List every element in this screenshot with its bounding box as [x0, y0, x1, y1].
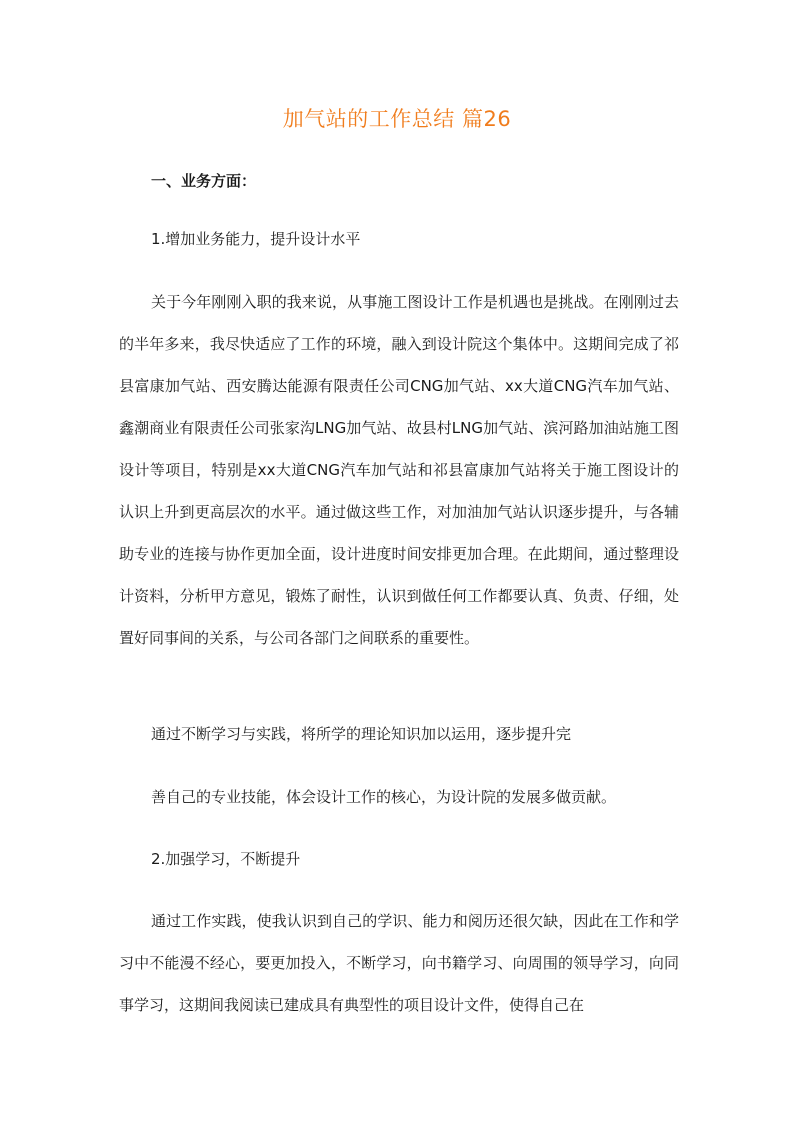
paragraph-4: 通过工作实践，使我认识到自己的学识、能力和阅历还很欠缺，因此在工作和学习中不能漫不经心，要更加投入，不断学习，向书籍学习、向周围的领导学习，向同事学习，这期间我阅读已建成具有典型性的项目设计文件，使得自己在	[119, 912, 679, 1014]
document-title: 加气站的工作总结 篇26	[282, 107, 512, 131]
paragraph-2: 通过不断学习与实践，将所学的理论知识加以运用，逐步提升完	[151, 725, 572, 743]
subheading-2: 2.加强学习，不断提升	[151, 850, 301, 868]
subheading-1: 1.增加业务能力，提升设计水平	[151, 230, 361, 248]
section-heading: 一、业务方面：	[151, 172, 257, 190]
paragraph-1: 关于今年刚刚入职的我来说，从事施工图设计工作是机遇也是挑战。在刚刚过去的半年多来，我尽快适应了工作的环境，融入到设计院这个集体中。这期间完成了祁县富康加气站、西安腾达能源有限责任公司CNG加气站、xx大道CNG汽车加气站、鑫潮商业有限责任公司张家沟LNG加气站、故县村LNG加气站、滨河路加油站施工图设计等项目，特别是xx大道CNG汽车加气站和祁县富康加气站将关于施工图设计的认识上升到更高层次的水平。通过做这些工作，对加油加气站认识逐步提升，与各辅助专业的连接与协作更加全面，设计进度时间安排更加合理。在此期间，通过整理设计资料，分析甲方意见，锻炼了耐性，认识到做任何工作都要认真、负责、仔细，处置好同事间的关系，与公司各部门之间联系的重要性。	[119, 293, 679, 647]
paragraph-3: 善自己的专业技能，体会设计工作的核心，为设计院的发展多做贡献。	[151, 788, 617, 806]
